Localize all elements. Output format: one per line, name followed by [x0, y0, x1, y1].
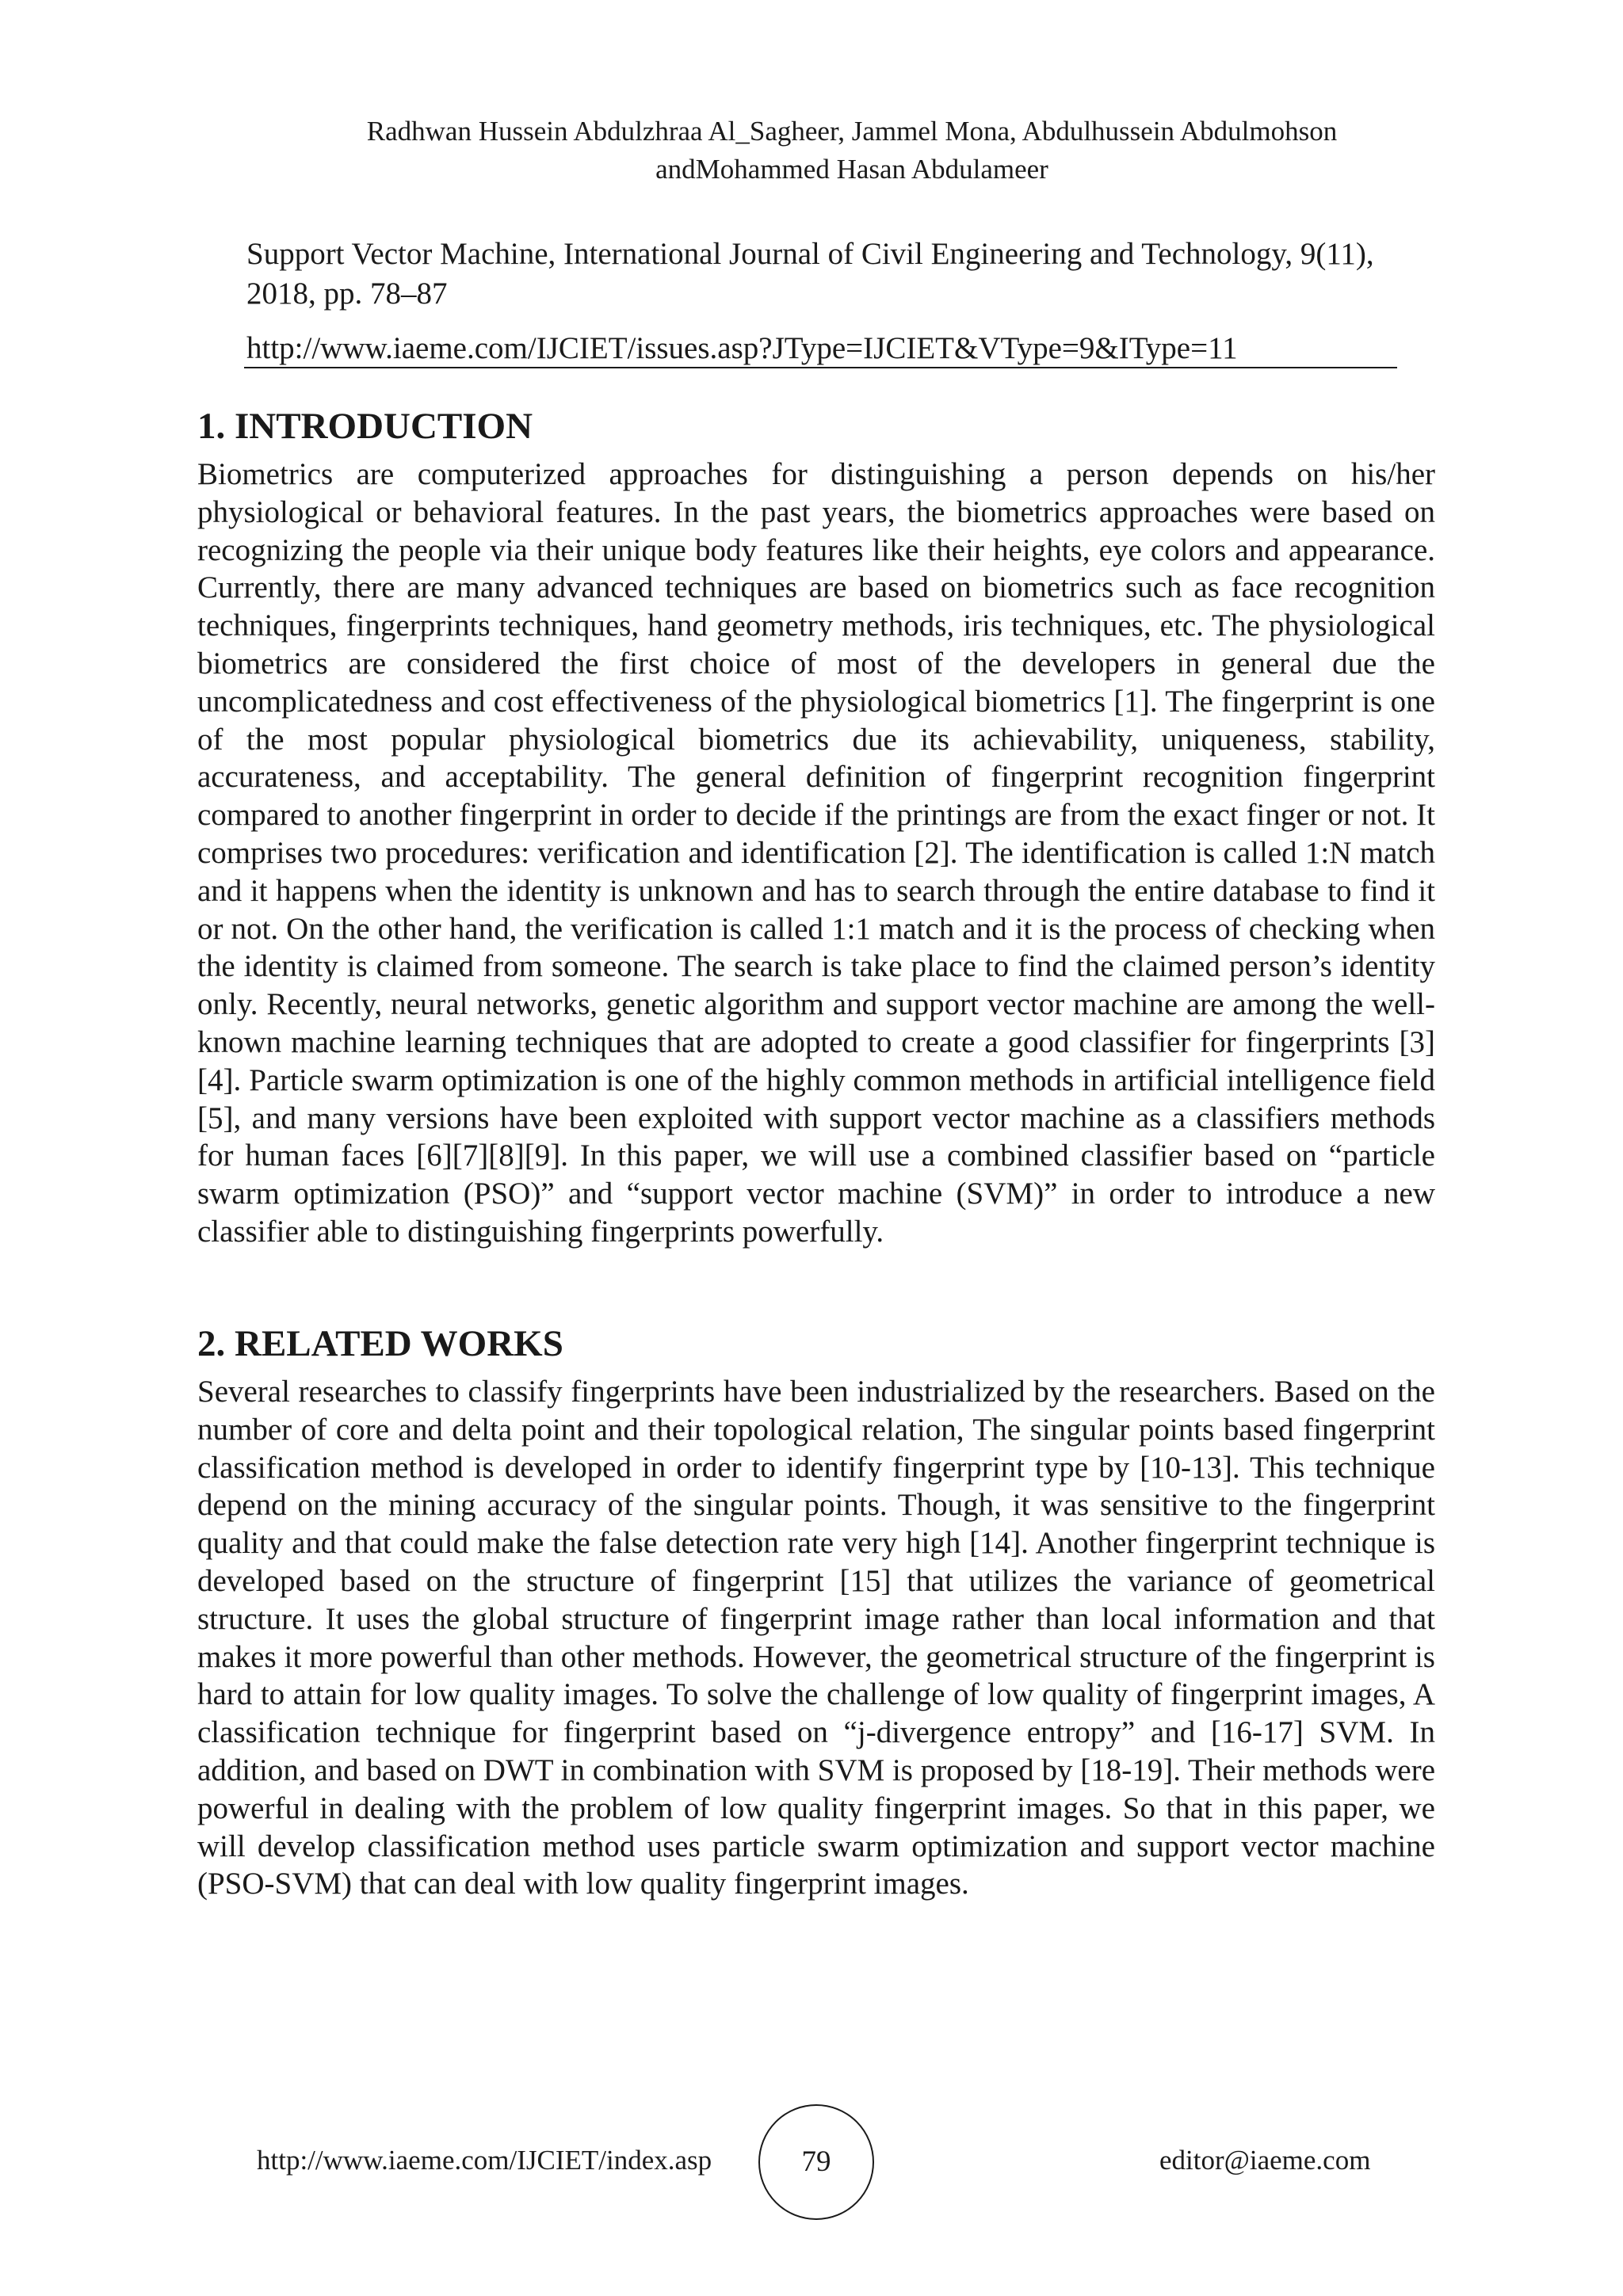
- introduction-paragraph: Biometrics are computerized approaches for distinguishing a person depends on his/her physiological or behavioral features. In the past years, the biometrics approaches were based on recognizing the people via their unique body features like their heights, eye colors and appearance. Currently, there are many advanced techniques are based on biometrics such as face recognition techniques, fingerprints techniques, hand geometry methods, iris techniques, etc. The physiological biometrics are considered the first choice of most of the developers in general due the uncomplicatedness and cost effectiveness of the physiological biometrics [1]. The fingerprint is one of the most popular physiological biometrics due its achievability, uniqueness, stability, accurateness, and acceptability. The general definition of fingerprint recognition fingerprint compared to another fingerprint in order to decide if the printings are from the exact finger or not. It comprises two procedures: verification and identification [2]. The identification is called 1:N match and it happens when the identity is unknown and has to search through the entire database to find it or not. On the other hand, the verification is called 1:1 match and it is the process of checking when the identity is claimed from someone. The search is take place to find the claimed person’s identity only. Recently, neural networks, genetic algorithm and support vector machine are among the well-known machine learning techniques that are adopted to create a good classifier for fingerprints [3][4]. Particle swarm optimization is one of the highly common methods in artificial intelligence field [5], and many versions have been exploited with support vector machine as a classifiers methods for human faces [6][7][8][9]. In this paper, we will use a combined classifier based on “particle swarm optimization (PSO)” and “support vector machine (SVM)” in order to introduce a new classifier able to distinguishing fingerprints powerfully.: [197, 457, 1435, 1249]
- running-head-authors: [198, 113, 1506, 189]
- citation-divider: [244, 367, 1397, 368]
- page-number: 79: [801, 2145, 831, 2178]
- citation-text: Support Vector Machine, International Journal of Civil Engineering and Technology, 9(11), 2018, pp. 78–87: [246, 237, 1374, 311]
- citation-url-link[interactable]: http://www.iaeme.com/IJCIET/issues.asp?JType=IJCIET&VType=9&IType=11: [246, 331, 1238, 365]
- section-heading-related-works: 2. RELATED WORKS: [197, 1323, 563, 1364]
- running-head-line-1: Radhwan Hussein Abdulzhraa Al_Sagheer, Jammel Mona, Abdulhussein Abdulmohson: [366, 116, 1338, 147]
- related-works-paragraph: Several researches to classify fingerprints have been industrialized by the researchers. Based on the number of core and delta point and their topological relation, The singular points based fingerprint classification method is developed in order to identify fingerprint type by [10-13]. This technique depend on the mining accuracy of the singular points. Though, it was sensitive to the fingerprint quality and that could make the false detection rate very high [14]. Another fingerprint technique is developed based on the structure of fingerprint [15] that utilizes the variance of geometrical structure. It uses the global structure of fingerprint image rather than local information and that makes it more powerful than other methods. However, the geometrical structure of the fingerprint is hard to attain for low quality images. To solve the challenge of low quality of fingerprint images, A classification technique for fingerprint based on “j-divergence entropy” and [16-17] SVM. In addition, and based on DWT in combination with SVM is proposed by [18-19]. Their methods were powerful in dealing with the problem of low quality fingerprint images. So that in this paper, we will develop classification method uses particle swarm optimization and support vector machine (PSO-SVM) that can deal with low quality fingerprint images.: [197, 1375, 1435, 1901]
- page-number-badge: [758, 2104, 874, 2220]
- footer-url-link[interactable]: http://www.iaeme.com/IJCIET/index.asp: [257, 2145, 712, 2176]
- footer-email-link[interactable]: editor@iaeme.com: [1159, 2145, 1371, 2176]
- section-heading-introduction: 1. INTRODUCTION: [197, 406, 533, 447]
- running-head-line-2: andMohammed Hasan Abdulameer: [655, 154, 1048, 185]
